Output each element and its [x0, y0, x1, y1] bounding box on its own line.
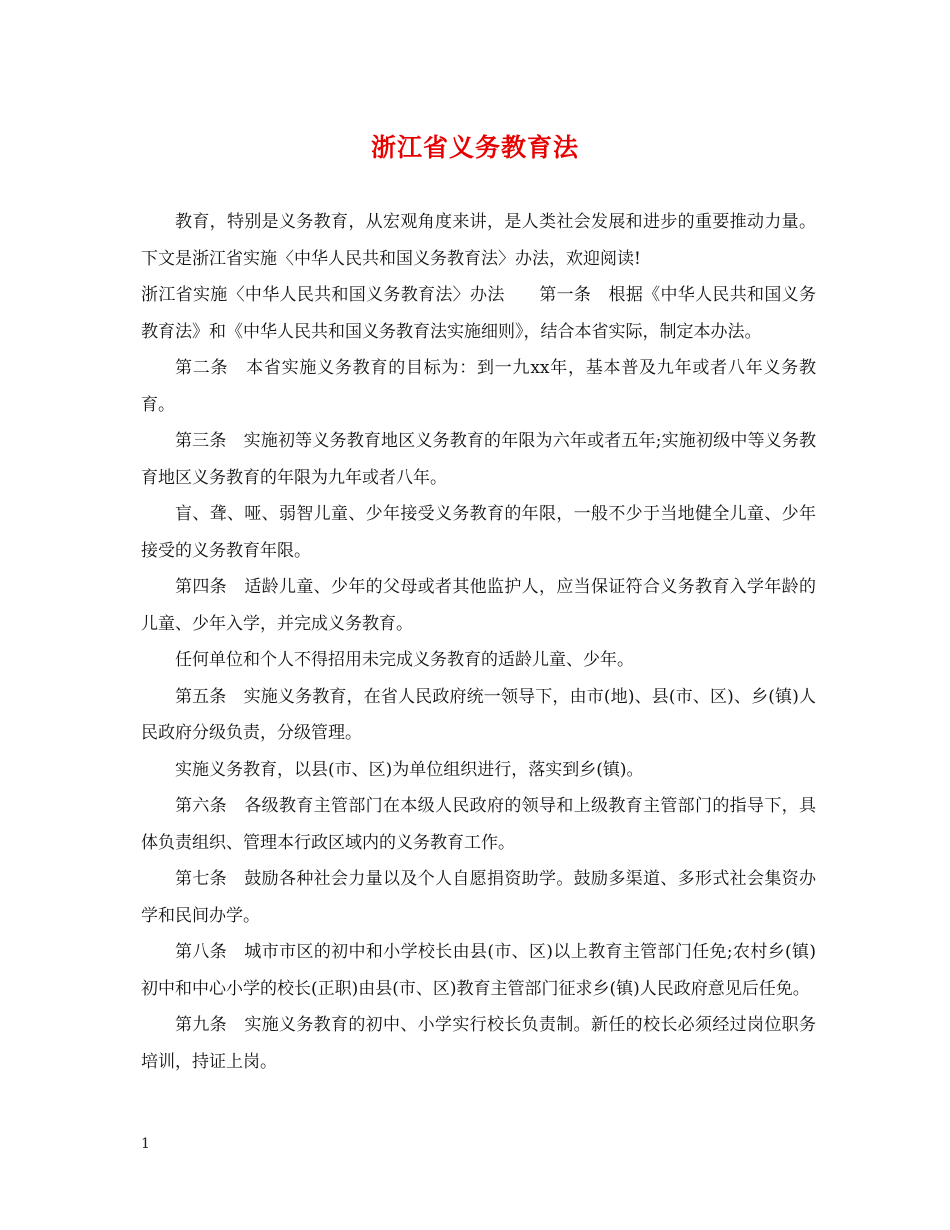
document-title: 浙江省义务教育法: [370, 133, 579, 162]
paragraph: 教育，特别是义务教育，从宏观角度来讲，是人类社会发展和进步的重要推动力量。下文是浙江省实施〈中华人民共和国义务教育法〉办法，欢迎阅读!: [141, 212, 816, 269]
paragraph: 第五条 实施义务教育，在省人民政府统一领导下，由市(地)、县(市、区)、乡(镇)人民政府分级负责，分级管理。: [141, 686, 816, 743]
paragraph: 浙江省实施〈中华人民共和国义务教育法〉办法 第一条 根据《中华人民共和国义务教育法》和《中华人民共和国义务教育法实施细则》，结合本省实际，制定本办法。: [141, 285, 816, 342]
document-body: [141, 204, 816, 1080]
paragraph: 第九条 实施义务教育的初中、小学实行校长负责制。新任的校长必须经过岗位职务培训，持证上岗。: [141, 1015, 816, 1072]
paragraph: 实施义务教育，以县(市、区)为单位组织进行，落实到乡(镇)。: [175, 759, 644, 780]
paragraph: 第四条 适龄儿童、少年的父母或者其他监护人，应当保证符合义务教育入学年龄的儿童、少年入学，并完成义务教育。: [141, 577, 816, 634]
paragraph: 第六条 各级教育主管部门在本级人民政府的领导和上级教育主管部门的指导下，具体负责组织、管理本行政区域内的义务教育工作。: [141, 796, 816, 853]
paragraph: 盲、聋、哑、弱智儿童、少年接受义务教育的年限，一般不少于当地健全儿童、少年接受的义务教育年限。: [141, 504, 816, 561]
paragraph: 第八条 城市市区的初中和小学校长由县(市、区)以上教育主管部门任免;农村乡(镇)初中和中心小学的校长(正职)由县(市、区)教育主管部门征求乡(镇)人民政府意见后任免。: [141, 942, 816, 999]
paragraph: 任何单位和个人不得招用未完成义务教育的适龄儿童、少年。: [175, 650, 634, 670]
paragraph: 第七条 鼓励各种社会力量以及个人自愿捐资助学。鼓励多渠道、多形式社会集资办学和民间办学。: [141, 869, 816, 926]
page-number: 1: [141, 1136, 150, 1152]
paragraph: 第二条 本省实施义务教育的目标为：到一九xx年，基本普及九年或者八年义务教育。: [141, 358, 816, 415]
paragraph: 第三条 实施初等义务教育地区义务教育的年限为六年或者五年;实施初级中等义务教育地区义务教育的年限为九年或者八年。: [141, 431, 816, 488]
